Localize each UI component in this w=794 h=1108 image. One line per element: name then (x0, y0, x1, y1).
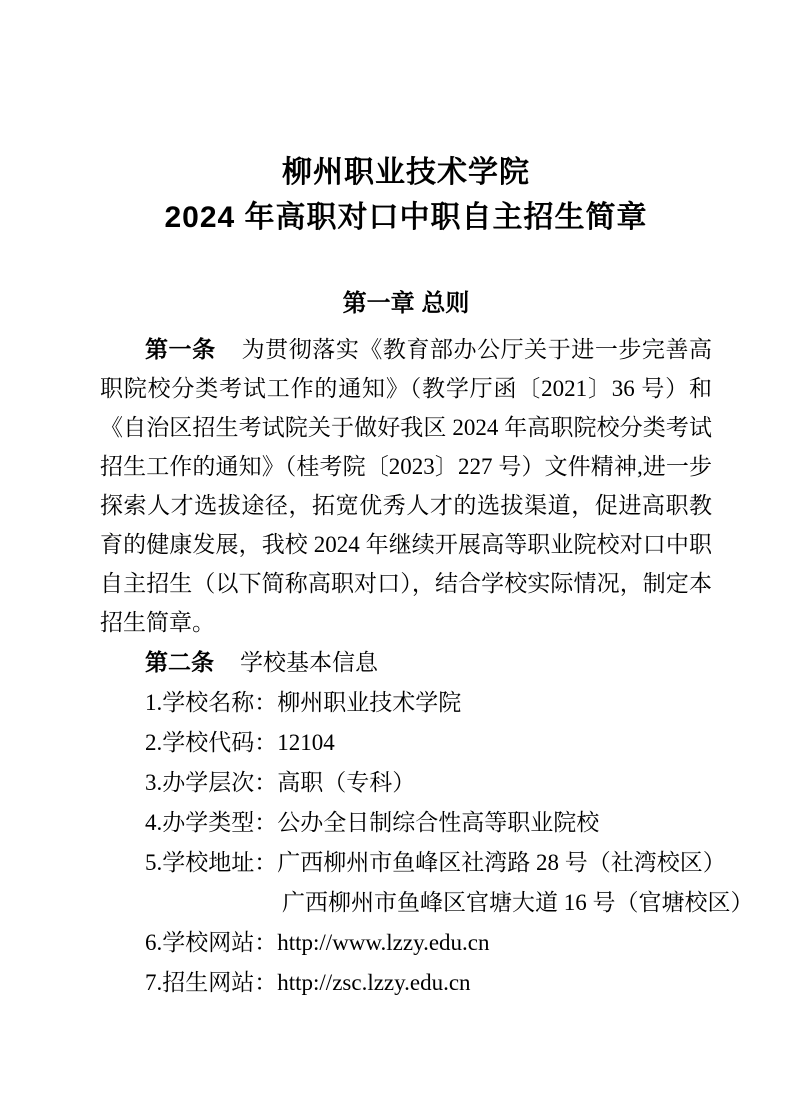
list-item-school-website: 6.学校网站：http://www.lzzy.edu.cn (145, 930, 490, 955)
article-1-text: 为贯彻落实《教育部办公厅关于进一步完善高职院校分类考试工作的通知》（教学厅函〔2021〕36 号）和《自治区招生考试院关于做好我区 2024 年高职院校分类考试招生工作的通知》（桂考院〔2023〕227 号）文件精神,进一步探索人才选拔途径，拓宽优秀人才的选拔渠道，促进高职教育的健康发展，我校 2024 年继续开展高等职业院校对口中职自主招生（以下简称高职对口），结合学校实际情况，制定本招生简章。 (100, 337, 713, 635)
list-item-admissions-website: 7.招生网站：http://zsc.lzzy.edu.cn (145, 970, 471, 995)
article-1-paragraph (100, 330, 712, 642)
list-item-school-code: 2.学校代码：12104 (145, 730, 335, 755)
chapter-heading: 第一章 总则 (342, 290, 470, 317)
list-item-school-address: 5.学校地址：广西柳州市鱼峰区社湾路 28 号（社湾校区） (145, 850, 726, 875)
school-info-list (100, 683, 754, 1003)
list-item-education-level: 3.办学层次：高职（专科） (145, 770, 416, 795)
article-2-label: 第二条 (145, 649, 214, 675)
list-item-school-type: 4.办学类型：公办全日制综合性高等职业院校 (145, 810, 600, 835)
article-2-heading (100, 642, 712, 683)
doc-title-line2: 2024 年高职对口中职自主招生简章 (164, 201, 648, 234)
list-item-school-name: 1.学校名称：柳州职业技术学院 (145, 690, 462, 715)
doc-title-line1: 柳州职业技术学院 (282, 156, 530, 189)
article-2-title: 学校基本信息 (240, 650, 378, 675)
list-item-school-address-line2: 广西柳州市鱼峰区官塘大道 16 号（官塘校区） (282, 890, 754, 915)
article-1-label: 第一条 (145, 336, 216, 362)
